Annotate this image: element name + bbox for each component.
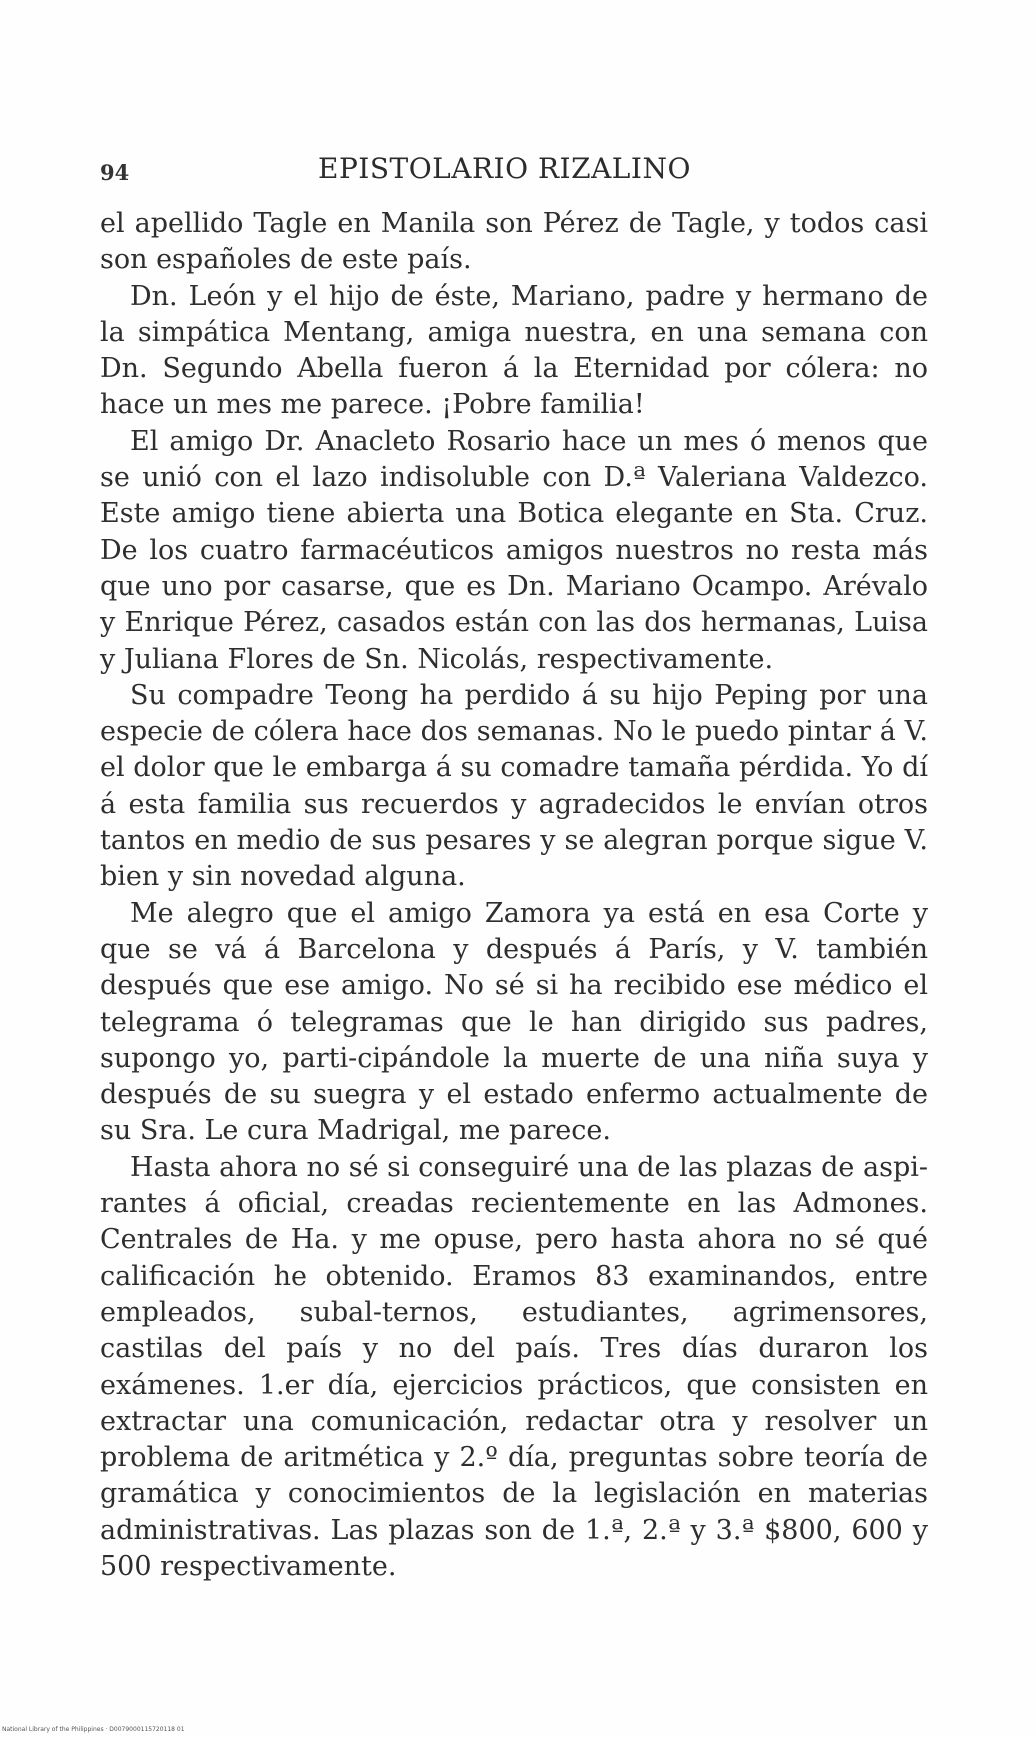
scan-credit: National Library of the Philippines · D0079000115720118 01 <box>2 1726 185 1733</box>
paragraph: el apellido Tagle en Manila son Pérez de Tagle, y todos casi son españoles de este país. <box>100 208 928 276</box>
paragraph: Me alegro que el amigo Zamora ya está en esa Corte y que se vá á Barcelona y después á París, y V. también después que ese amigo. No sé si ha recibido ese médico el telegrama ó telegramas que le han dirigido sus padres, supongo yo, parti-cipándole la muerte de una niña suya y después de su suegra y el estado enfermo actualmente de su Sra. Le cura Madrigal, me parece. <box>100 897 928 1147</box>
paragraph: El amigo Dr. Anacleto Rosario hace un mes ó menos que se unió con el lazo indisoluble con D.ª Valeriana Valdezco. Este amigo tiene abierta una Botica elegante en Sta. Cruz. De los cuatro farmacéuticos amigos nuestros no resta más que uno por casarse, que es Dn. Mariano Ocampo. Arévalo y Enrique Pérez, casados están con las dos hermanas, Luisa y Juliana Flores de Sn. Nicolás, respectivamente. <box>100 425 928 675</box>
body-text <box>100 206 928 1585</box>
paragraph: Su compadre Teong ha perdido á su hijo Peping por una especie de cólera hace dos semanas. No le puedo pintar á V. el dolor que le embarga á su comadre tamaña pérdida. Yo dí á esta familia sus recuerdos y agradecidos le envían otros tantos en medio de sus pesares y se alegran porque sigue V. bien y sin novedad alguna. <box>100 679 928 893</box>
paragraph: Hasta ahora no sé si conseguiré una de las plazas de aspi-rantes á oficial, creadas recientemente en las Admones. Centrales de Ha. y me opuse, pero hasta ahora no sé qué calificación he obtenido. Eramos 83 examinandos, entre empleados, subal-ternos, estudiantes, agrimensores, castilas del país y no del país. Tres días duraron los exámenes. 1.er día, ejercicios prácticos, que consisten en extractar una comunicación, redactar otra y resolver un problema de aritmética y 2.º día, preguntas sobre teoría de gramática y conocimientos de la legislación en materias administrativas. Las plazas son de 1.ª, 2.ª y 3.ª $800, 600 y 500 respectivamente. <box>100 1151 928 1582</box>
page-header <box>100 152 930 192</box>
running-title: EPISTOLARIO RIZALINO <box>318 152 691 185</box>
paragraph: Dn. León y el hijo de éste, Mariano, padre y hermano de la simpática Mentang, amiga nuestra, en una semana con Dn. Segundo Abella fueron á la Eternidad por cólera: no hace un mes me parece. ¡Pobre familia! <box>100 280 928 421</box>
page-number: 94 <box>100 160 130 185</box>
